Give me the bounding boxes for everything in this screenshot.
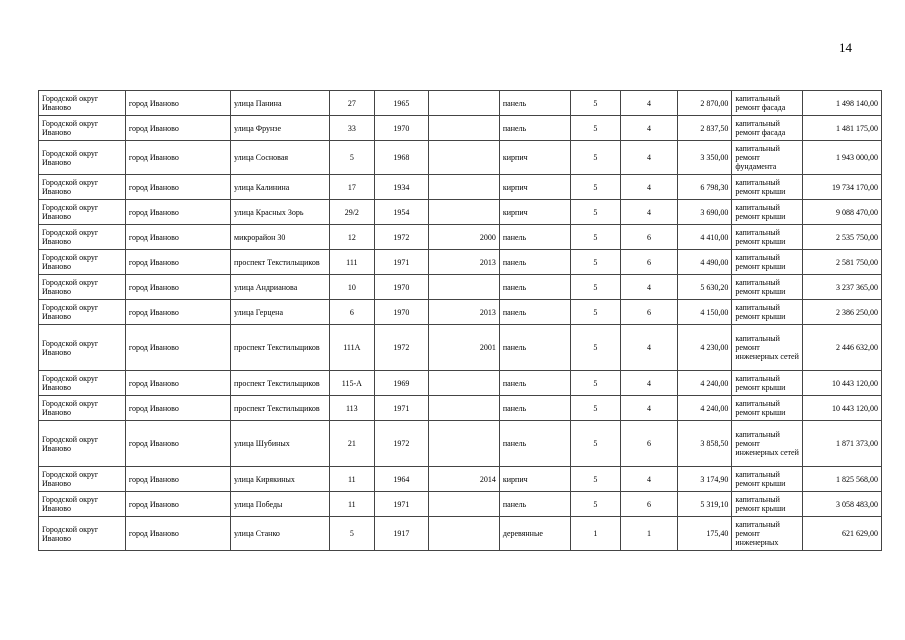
entrances-cell: 4 — [621, 467, 678, 492]
floors-cell: 5 — [570, 141, 621, 175]
build-year-cell: 1965 — [374, 91, 429, 116]
floors-cell: 5 — [570, 225, 621, 250]
street-cell: улица Панина — [231, 91, 330, 116]
renovation-year-cell — [429, 275, 500, 300]
street-cell: улица Герцена — [231, 300, 330, 325]
wall-material-cell: панель — [499, 300, 570, 325]
area-cell: 4 230,00 — [677, 325, 732, 371]
entrances-cell: 6 — [621, 492, 678, 517]
street-cell: микрорайон 30 — [231, 225, 330, 250]
area-cell: 4 240,00 — [677, 396, 732, 421]
renovation-year-cell — [429, 116, 500, 141]
area-cell: 175,40 — [677, 517, 732, 551]
work-type-cell: капитальный ремонт крыши — [732, 396, 803, 421]
entrances-cell: 4 — [621, 200, 678, 225]
city-cell: город Иваново — [125, 275, 230, 300]
area-cell: 2 870,00 — [677, 91, 732, 116]
table-row — [39, 250, 882, 275]
build-year-cell: 1972 — [374, 421, 429, 467]
house-number-cell: 111 — [330, 250, 374, 275]
area-cell: 4 490,00 — [677, 250, 732, 275]
entrances-cell: 4 — [621, 371, 678, 396]
cost-cell: 1 943 000,00 — [803, 141, 882, 175]
entrances-cell: 1 — [621, 517, 678, 551]
entrances-cell: 6 — [621, 225, 678, 250]
entrances-cell: 4 — [621, 116, 678, 141]
table-row — [39, 225, 882, 250]
renovation-year-cell — [429, 141, 500, 175]
floors-cell: 5 — [570, 250, 621, 275]
table-body — [39, 91, 882, 551]
renovation-year-cell: 2000 — [429, 225, 500, 250]
renovation-year-cell — [429, 91, 500, 116]
renovation-year-cell — [429, 517, 500, 551]
cost-cell: 10 443 120,00 — [803, 371, 882, 396]
floors-cell: 5 — [570, 300, 621, 325]
wall-material-cell: панель — [499, 421, 570, 467]
district-cell: Городской округ Иваново — [39, 421, 126, 467]
wall-material-cell: панель — [499, 91, 570, 116]
wall-material-cell: панель — [499, 396, 570, 421]
floors-cell: 5 — [570, 371, 621, 396]
street-cell: проспект Текстильщиков — [231, 325, 330, 371]
build-year-cell: 1969 — [374, 371, 429, 396]
floors-cell: 5 — [570, 492, 621, 517]
floors-cell: 5 — [570, 396, 621, 421]
build-year-cell: 1971 — [374, 396, 429, 421]
area-cell: 3 350,00 — [677, 141, 732, 175]
build-year-cell: 1971 — [374, 250, 429, 275]
work-type-cell: капитальный ремонт крыши — [732, 371, 803, 396]
wall-material-cell: панель — [499, 250, 570, 275]
area-cell: 4 410,00 — [677, 225, 732, 250]
renovation-year-cell — [429, 492, 500, 517]
work-type-cell: капитальный ремонт крыши — [732, 300, 803, 325]
entrances-cell: 4 — [621, 396, 678, 421]
district-cell: Городской округ Иваново — [39, 396, 126, 421]
street-cell: улица Андрианова — [231, 275, 330, 300]
area-cell: 4 150,00 — [677, 300, 732, 325]
floors-cell: 5 — [570, 116, 621, 141]
floors-cell: 5 — [570, 175, 621, 200]
build-year-cell: 1972 — [374, 325, 429, 371]
district-cell: Городской округ Иваново — [39, 91, 126, 116]
cost-cell: 3 237 365,00 — [803, 275, 882, 300]
area-cell: 6 798,30 — [677, 175, 732, 200]
area-cell: 2 837,50 — [677, 116, 732, 141]
district-cell: Городской округ Иваново — [39, 200, 126, 225]
renovation-year-cell — [429, 200, 500, 225]
work-type-cell: капитальный ремонт инженерных сетей — [732, 421, 803, 467]
district-cell: Городской округ Иваново — [39, 250, 126, 275]
area-cell: 5 630,20 — [677, 275, 732, 300]
work-type-cell: капитальный ремонт инженерных — [732, 517, 803, 551]
house-number-cell: 33 — [330, 116, 374, 141]
cost-cell: 10 443 120,00 — [803, 396, 882, 421]
house-number-cell: 11 — [330, 492, 374, 517]
build-year-cell: 1968 — [374, 141, 429, 175]
wall-material-cell: панель — [499, 116, 570, 141]
cost-cell: 2 386 250,00 — [803, 300, 882, 325]
build-year-cell: 1954 — [374, 200, 429, 225]
table-row — [39, 325, 882, 371]
table-row — [39, 200, 882, 225]
entrances-cell: 4 — [621, 275, 678, 300]
floors-cell: 5 — [570, 421, 621, 467]
table-row — [39, 275, 882, 300]
district-cell: Городской округ Иваново — [39, 492, 126, 517]
house-number-cell: 111А — [330, 325, 374, 371]
street-cell: улица Шубиных — [231, 421, 330, 467]
work-type-cell: капитальный ремонт инженерных сетей — [732, 325, 803, 371]
street-cell: улица Победы — [231, 492, 330, 517]
housing-repair-table — [38, 90, 882, 551]
build-year-cell: 1964 — [374, 467, 429, 492]
house-number-cell: 115-А — [330, 371, 374, 396]
city-cell: город Иваново — [125, 517, 230, 551]
house-number-cell: 17 — [330, 175, 374, 200]
street-cell: улица Сосновая — [231, 141, 330, 175]
cost-cell: 1 871 373,00 — [803, 421, 882, 467]
renovation-year-cell — [429, 421, 500, 467]
work-type-cell: капитальный ремонт крыши — [732, 200, 803, 225]
build-year-cell: 1970 — [374, 275, 429, 300]
renovation-year-cell — [429, 371, 500, 396]
wall-material-cell: панель — [499, 371, 570, 396]
house-number-cell: 21 — [330, 421, 374, 467]
street-cell: улица Станко — [231, 517, 330, 551]
entrances-cell: 6 — [621, 300, 678, 325]
renovation-year-cell: 2013 — [429, 300, 500, 325]
district-cell: Городской округ Иваново — [39, 517, 126, 551]
cost-cell: 1 498 140,00 — [803, 91, 882, 116]
cost-cell: 3 058 483,00 — [803, 492, 882, 517]
renovation-year-cell: 2013 — [429, 250, 500, 275]
work-type-cell: капитальный ремонт крыши — [732, 175, 803, 200]
city-cell: город Иваново — [125, 396, 230, 421]
city-cell: город Иваново — [125, 175, 230, 200]
work-type-cell: капитальный ремонт крыши — [732, 250, 803, 275]
city-cell: город Иваново — [125, 200, 230, 225]
cost-cell: 19 734 170,00 — [803, 175, 882, 200]
district-cell: Городской округ Иваново — [39, 175, 126, 200]
city-cell: город Иваново — [125, 325, 230, 371]
build-year-cell: 1970 — [374, 116, 429, 141]
house-number-cell: 6 — [330, 300, 374, 325]
city-cell: город Иваново — [125, 116, 230, 141]
work-type-cell: капитальный ремонт фундамента — [732, 141, 803, 175]
build-year-cell: 1971 — [374, 492, 429, 517]
table-row — [39, 141, 882, 175]
entrances-cell: 4 — [621, 91, 678, 116]
table-row — [39, 396, 882, 421]
table-row — [39, 467, 882, 492]
wall-material-cell: деревянные — [499, 517, 570, 551]
table-row — [39, 116, 882, 141]
city-cell: город Иваново — [125, 250, 230, 275]
entrances-cell: 4 — [621, 325, 678, 371]
house-number-cell: 10 — [330, 275, 374, 300]
work-type-cell: капитальный ремонт фасада — [732, 91, 803, 116]
renovation-year-cell — [429, 175, 500, 200]
cost-cell: 621 629,00 — [803, 517, 882, 551]
table-row — [39, 421, 882, 467]
table-row — [39, 175, 882, 200]
cost-cell: 9 088 470,00 — [803, 200, 882, 225]
table-row — [39, 517, 882, 551]
house-number-cell: 29/2 — [330, 200, 374, 225]
work-type-cell: капитальный ремонт крыши — [732, 275, 803, 300]
floors-cell: 1 — [570, 517, 621, 551]
cost-cell: 2 535 750,00 — [803, 225, 882, 250]
cost-cell: 2 446 632,00 — [803, 325, 882, 371]
renovation-year-cell: 2001 — [429, 325, 500, 371]
city-cell: город Иваново — [125, 492, 230, 517]
city-cell: город Иваново — [125, 225, 230, 250]
work-type-cell: капитальный ремонт крыши — [732, 225, 803, 250]
street-cell: улица Калинина — [231, 175, 330, 200]
wall-material-cell: кирпич — [499, 200, 570, 225]
city-cell: город Иваново — [125, 467, 230, 492]
city-cell: город Иваново — [125, 371, 230, 396]
cost-cell: 1 481 175,00 — [803, 116, 882, 141]
district-cell: Городской округ Иваново — [39, 467, 126, 492]
district-cell: Городской округ Иваново — [39, 325, 126, 371]
district-cell: Городской округ Иваново — [39, 225, 126, 250]
area-cell: 3 174,90 — [677, 467, 732, 492]
house-number-cell: 5 — [330, 517, 374, 551]
wall-material-cell: кирпич — [499, 467, 570, 492]
table-row — [39, 91, 882, 116]
cost-cell: 1 825 568,00 — [803, 467, 882, 492]
area-cell: 3 690,00 — [677, 200, 732, 225]
area-cell: 3 858,50 — [677, 421, 732, 467]
district-cell: Городской округ Иваново — [39, 275, 126, 300]
work-type-cell: капитальный ремонт фасада — [732, 116, 803, 141]
floors-cell: 5 — [570, 200, 621, 225]
district-cell: Городской округ Иваново — [39, 116, 126, 141]
entrances-cell: 4 — [621, 141, 678, 175]
renovation-year-cell: 2014 — [429, 467, 500, 492]
entrances-cell: 6 — [621, 421, 678, 467]
wall-material-cell: панель — [499, 225, 570, 250]
table-row — [39, 371, 882, 396]
city-cell: город Иваново — [125, 141, 230, 175]
area-cell: 5 319,10 — [677, 492, 732, 517]
street-cell: проспект Текстильщиков — [231, 396, 330, 421]
floors-cell: 5 — [570, 275, 621, 300]
cost-cell: 2 581 750,00 — [803, 250, 882, 275]
wall-material-cell: кирпич — [499, 141, 570, 175]
renovation-year-cell — [429, 396, 500, 421]
city-cell: город Иваново — [125, 91, 230, 116]
entrances-cell: 6 — [621, 250, 678, 275]
page-number: 14 — [839, 40, 852, 55]
table-row — [39, 492, 882, 517]
table-row — [39, 300, 882, 325]
district-cell: Городской округ Иваново — [39, 141, 126, 175]
house-number-cell: 12 — [330, 225, 374, 250]
floors-cell: 5 — [570, 325, 621, 371]
street-cell: проспект Текстильщиков — [231, 371, 330, 396]
wall-material-cell: кирпич — [499, 175, 570, 200]
street-cell: улица Фрунзе — [231, 116, 330, 141]
build-year-cell: 1917 — [374, 517, 429, 551]
wall-material-cell: панель — [499, 492, 570, 517]
wall-material-cell: панель — [499, 275, 570, 300]
entrances-cell: 4 — [621, 175, 678, 200]
city-cell: город Иваново — [125, 421, 230, 467]
floors-cell: 5 — [570, 467, 621, 492]
street-cell: улица Кирякиных — [231, 467, 330, 492]
house-number-cell: 11 — [330, 467, 374, 492]
district-cell: Городской округ Иваново — [39, 371, 126, 396]
house-number-cell: 5 — [330, 141, 374, 175]
work-type-cell: капитальный ремонт крыши — [732, 467, 803, 492]
wall-material-cell: панель — [499, 325, 570, 371]
city-cell: город Иваново — [125, 300, 230, 325]
build-year-cell: 1972 — [374, 225, 429, 250]
house-number-cell: 27 — [330, 91, 374, 116]
street-cell: проспект Текстильщиков — [231, 250, 330, 275]
build-year-cell: 1970 — [374, 300, 429, 325]
work-type-cell: капитальный ремонт крыши — [732, 492, 803, 517]
street-cell: улица Красных Зорь — [231, 200, 330, 225]
build-year-cell: 1934 — [374, 175, 429, 200]
district-cell: Городской округ Иваново — [39, 300, 126, 325]
floors-cell: 5 — [570, 91, 621, 116]
area-cell: 4 240,00 — [677, 371, 732, 396]
house-number-cell: 113 — [330, 396, 374, 421]
